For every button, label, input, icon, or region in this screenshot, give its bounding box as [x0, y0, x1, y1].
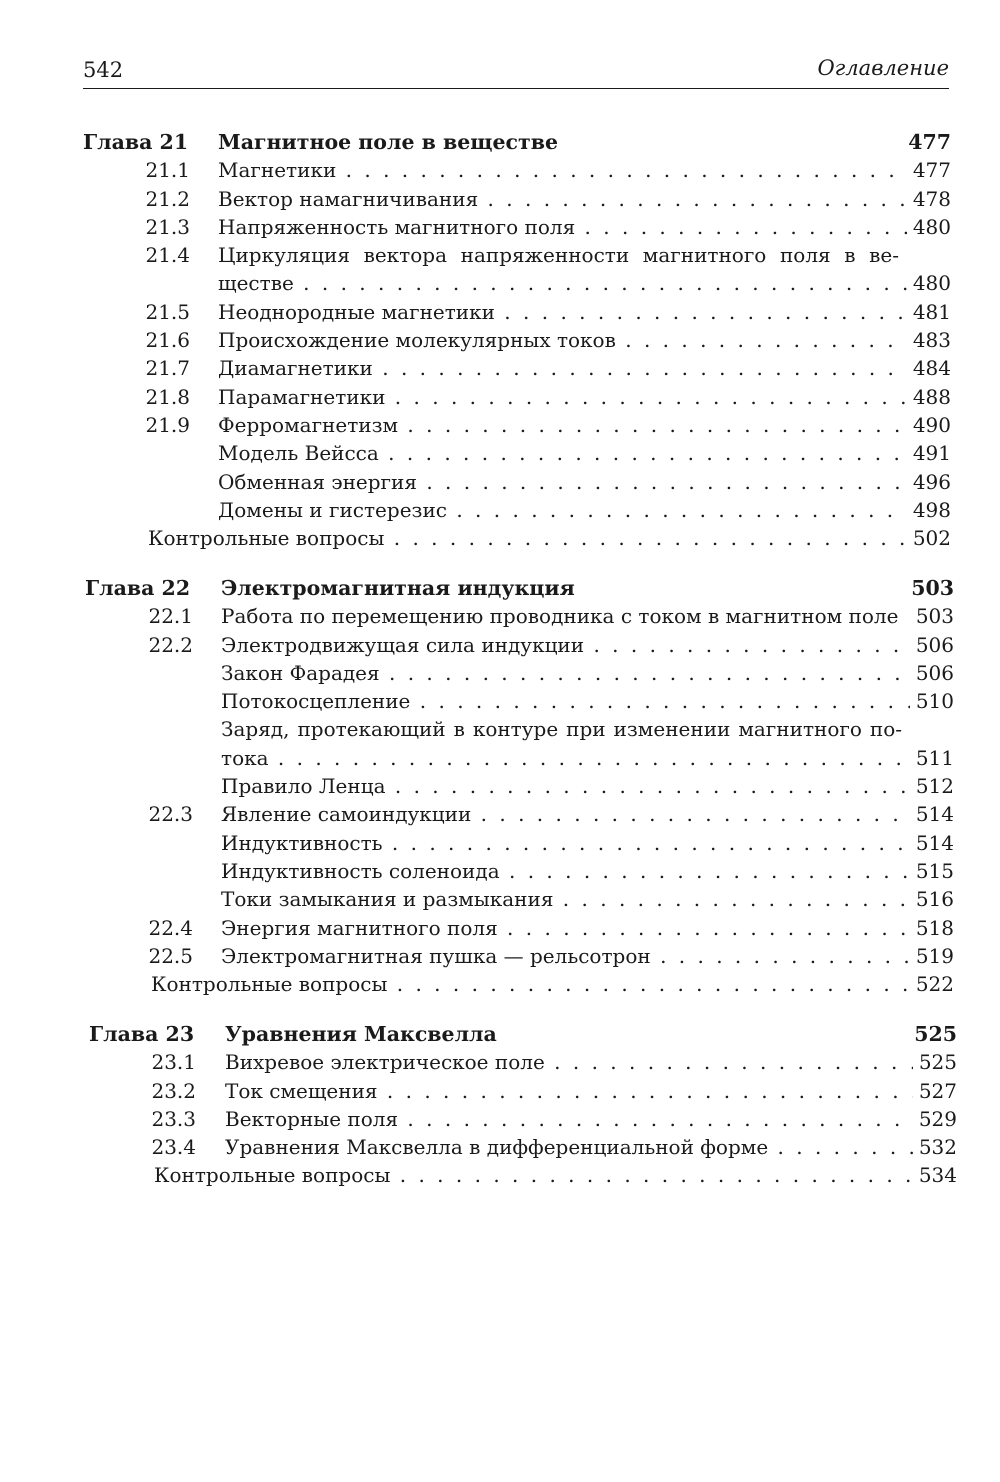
entry-title: Правило Ленца . . .	[221, 772, 910, 800]
review-questions-title: Контрольные вопросы . . .	[148, 524, 907, 552]
chapter-page: 503	[911, 576, 954, 600]
entry-number: 22.2	[148, 632, 193, 657]
entry-page: 516	[915, 887, 954, 912]
toc-entry-row	[0, 942, 1000, 970]
entry-title: ществе . . .	[218, 269, 907, 297]
entry-page: 488	[912, 384, 951, 409]
entry-page: 484	[912, 356, 951, 381]
toc-entry-row	[0, 715, 1000, 743]
review-questions-page: 534	[918, 1163, 957, 1188]
chapter-page: 477	[908, 130, 951, 154]
entry-title: Ферромагнетизм . . .	[218, 411, 907, 439]
review-questions-page: 502	[912, 526, 951, 551]
toc-entry-row	[0, 468, 1000, 496]
toc-entry-row	[0, 914, 1000, 942]
entry-number: 21.1	[145, 158, 190, 183]
entry-page: 519	[915, 943, 954, 968]
entry-title-line: Циркуляция вектора напряженности магнитного поля в ве-	[218, 243, 899, 268]
toc-entry-row-cont	[0, 269, 1000, 297]
entry-page: 481	[912, 299, 951, 324]
toc-entry-row	[0, 857, 1000, 885]
entry-number: 21.5	[145, 299, 190, 324]
toc-entry-row	[0, 354, 1000, 382]
entry-number: 21.7	[145, 356, 190, 381]
entry-title: Магнетики . . .	[218, 156, 907, 184]
chapter-title: Электромагнитная индукция	[221, 576, 575, 600]
chapter-block	[0, 128, 1000, 552]
entry-title: Напряженность магнитного поля . . .	[218, 213, 907, 241]
entry-title: Уравнения Максвелла в дифференциальной форме . . .	[225, 1133, 913, 1161]
chapter-heading-row	[0, 574, 1000, 602]
toc-entry-row	[0, 298, 1000, 326]
entry-title: Энергия магнитного поля . . .	[221, 914, 910, 942]
entry-number: 21.2	[145, 186, 190, 211]
review-questions-row	[0, 970, 1000, 998]
chapter-page: 525	[914, 1022, 957, 1046]
entry-number: 22.5	[148, 943, 193, 968]
entry-title: Вихревое электрическое поле . . .	[225, 1048, 913, 1076]
toc-entry-row	[0, 326, 1000, 354]
chapter-block	[0, 1020, 1000, 1190]
chapter-title: Магнитное поле в веществе	[218, 130, 558, 154]
entry-page: 490	[912, 412, 951, 437]
entry-title: Происхождение молекулярных токов . . .	[218, 326, 907, 354]
entry-page: 496	[912, 469, 951, 494]
toc-entry-row	[0, 439, 1000, 467]
entry-title: Индуктивность . . .	[221, 829, 910, 857]
entry-number: 22.3	[148, 802, 193, 827]
toc-entry-row	[0, 631, 1000, 659]
entry-page: 527	[918, 1078, 957, 1103]
entry-title: тока . . .	[221, 744, 910, 772]
entry-page: 477	[912, 158, 951, 183]
chapter-heading-row	[0, 1020, 1000, 1048]
chapter-label: Глава 23	[89, 1022, 195, 1046]
review-questions-page: 522	[915, 972, 954, 997]
toc-entry-row	[0, 687, 1000, 715]
entry-page: 512	[915, 774, 954, 799]
entry-title: Электродвижущая сила индукции . . .	[221, 631, 910, 659]
entry-page: 506	[915, 632, 954, 657]
entry-page: 506	[915, 660, 954, 685]
entry-page: 532	[918, 1135, 957, 1160]
entry-page: 529	[918, 1106, 957, 1131]
review-questions-title: Контрольные вопросы . . .	[154, 1161, 913, 1189]
chapter-heading-row	[0, 128, 1000, 156]
chapter-title: Уравнения Максвелла	[225, 1022, 497, 1046]
review-questions-row	[0, 1161, 1000, 1189]
entry-page: 515	[915, 858, 954, 883]
toc-entry-row	[0, 156, 1000, 184]
toc-entry-row	[0, 602, 1000, 630]
entry-page: 480	[912, 271, 951, 296]
entry-title: Индуктивность соленоида . . .	[221, 857, 910, 885]
entry-page: 514	[915, 830, 954, 855]
toc-entry-row	[0, 241, 1000, 269]
entry-title: Работа по перемещению проводника с током в магнитном поле	[221, 604, 899, 629]
entry-number: 21.6	[145, 328, 190, 353]
toc-entry-row	[0, 1048, 1000, 1076]
running-title: Оглавление	[817, 56, 949, 80]
entry-page: 483	[912, 328, 951, 353]
entry-page: 510	[915, 689, 954, 714]
toc-entry-row	[0, 800, 1000, 828]
page-header	[83, 54, 949, 89]
entry-number: 21.8	[145, 384, 190, 409]
entry-number: 23.3	[151, 1106, 196, 1131]
entry-title: Закон Фарадея . . .	[221, 659, 910, 687]
entry-title: Явление самоиндукции . . .	[221, 800, 910, 828]
entry-title: Диамагнетики . . .	[218, 354, 907, 382]
entry-number: 21.9	[145, 412, 190, 437]
chapter-label: Глава 21	[83, 130, 189, 154]
entry-page: 478	[912, 186, 951, 211]
entry-number: 23.4	[151, 1135, 196, 1160]
toc-entry-row	[0, 1105, 1000, 1133]
entry-page: 503	[915, 604, 954, 629]
toc-entry-row-cont	[0, 744, 1000, 772]
entry-title: Потокосцепление . . .	[221, 687, 910, 715]
toc-entry-row	[0, 659, 1000, 687]
toc-entry-row	[0, 1077, 1000, 1105]
entry-title: Токи замыкания и размыкания . . .	[221, 885, 910, 913]
entry-number: 21.4	[145, 243, 190, 268]
entry-page: 514	[915, 802, 954, 827]
entry-title: Парамагнетики . . .	[218, 383, 907, 411]
entry-page: 498	[912, 497, 951, 522]
toc-entry-row	[0, 885, 1000, 913]
review-questions-row	[0, 524, 1000, 552]
chapter-label: Глава 22	[85, 576, 191, 600]
entry-title-line: Заряд, протекающий в контуре при изменении магнитного по-	[221, 717, 902, 742]
entry-title: Вектор намагничивания . . .	[218, 185, 907, 213]
entry-title: Обменная энергия . . .	[218, 468, 907, 496]
entry-number: 23.2	[151, 1078, 196, 1103]
entry-page: 480	[912, 214, 951, 239]
entry-title: Электромагнитная пушка — рельсотрон . . .	[221, 942, 910, 970]
toc-entry-row	[0, 829, 1000, 857]
review-questions-title: Контрольные вопросы . . .	[151, 970, 910, 998]
page-number: 542	[83, 58, 124, 82]
entry-page: 525	[918, 1050, 957, 1075]
entry-number: 22.4	[148, 915, 193, 940]
toc-entry-row	[0, 772, 1000, 800]
toc-entry-row	[0, 383, 1000, 411]
entry-number: 21.3	[145, 214, 190, 239]
entry-page: 491	[912, 441, 951, 466]
toc-entry-row	[0, 1133, 1000, 1161]
chapter-block	[0, 574, 1000, 998]
entry-title: Векторные поля . . .	[225, 1105, 913, 1133]
entry-number: 23.1	[151, 1050, 196, 1075]
entry-title: Модель Вейсса . . .	[218, 439, 907, 467]
entry-title: Неоднородные магнетики . . .	[218, 298, 907, 326]
entry-page: 511	[915, 745, 954, 770]
toc-entry-row	[0, 213, 1000, 241]
toc-entry-row	[0, 496, 1000, 524]
toc-entry-row	[0, 185, 1000, 213]
entry-title: Домены и гистерезис . . .	[218, 496, 907, 524]
toc-entry-row	[0, 411, 1000, 439]
entry-page: 518	[915, 915, 954, 940]
entry-title: Ток смещения . . .	[225, 1077, 913, 1105]
entry-number: 22.1	[148, 604, 193, 629]
